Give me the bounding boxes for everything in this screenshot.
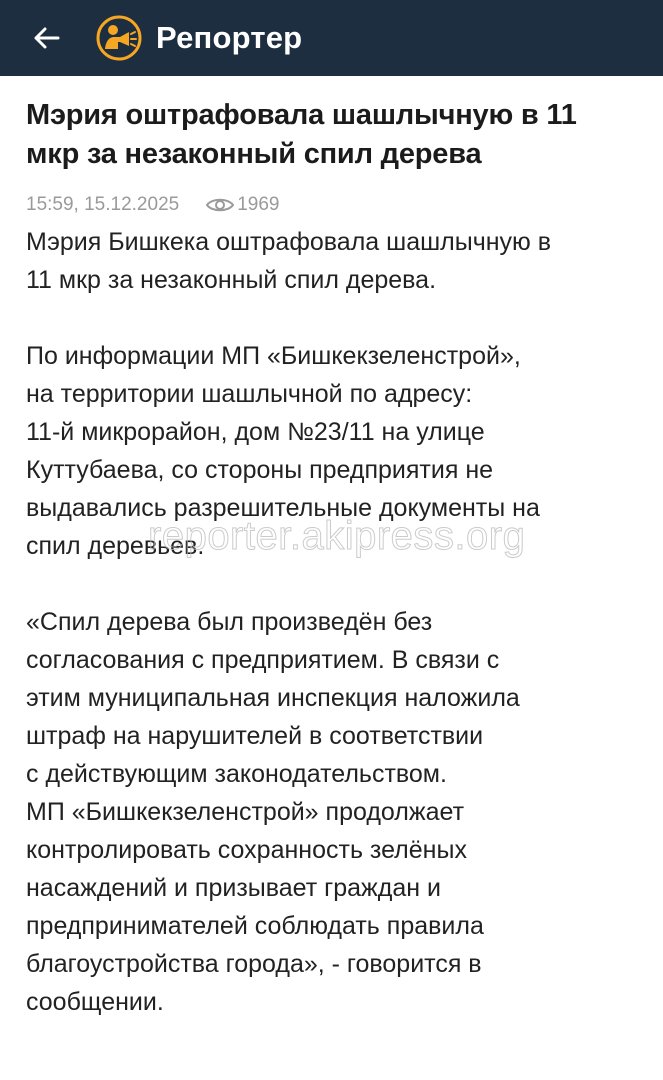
text-line: благоустройства города», - говорится в <box>26 950 482 978</box>
text-line: сообщении. <box>26 988 164 1016</box>
article <box>0 96 663 1021</box>
app-logo <box>96 15 142 61</box>
reporter-logo-icon <box>96 15 142 61</box>
text-line: Мэрия Бишкека оштрафовала шашлычную в <box>26 228 552 256</box>
article-timestamp: 15:59, 15.12.2025 <box>26 194 180 215</box>
article-body <box>26 223 639 1021</box>
text-line: По информации МП «Бишкекзеленстрой», <box>26 342 521 370</box>
app-bar <box>0 0 663 76</box>
app-title: Репортер <box>156 20 303 55</box>
text-line: на территории шашлычной по адресу: <box>26 380 473 408</box>
paragraph <box>26 603 639 1021</box>
arrow-left-icon <box>32 26 60 50</box>
paragraph <box>26 223 639 299</box>
headline-line: Мэрия оштрафовала шашлычную в 11 <box>26 99 577 131</box>
view-count <box>205 194 279 216</box>
text-line: этим муниципальная инспекция наложила <box>26 684 520 712</box>
article-headline <box>26 96 639 174</box>
text-line: «Спил дерева был произведён без <box>26 608 433 636</box>
text-line: 11 мкр за незаконный спил дерева. <box>26 266 437 294</box>
text-line: спил деревьев. <box>26 532 205 560</box>
text-line: предпринимателей соблюдать правила <box>26 912 484 940</box>
watermark: reporter.akipress.org <box>148 514 526 558</box>
view-count-value: 1969 <box>237 194 280 215</box>
text-line: МП «Бишкекзеленстрой» продолжает <box>26 798 465 826</box>
text-line: с действующим законодательством. <box>26 760 447 788</box>
text-line: 11-й микрорайон, дом №23/11 на улице <box>26 418 485 446</box>
text-line: Куттубаева, со стороны предприятия не <box>26 456 494 484</box>
headline-line: мкр за незаконный спил дерева <box>26 138 482 170</box>
back-button[interactable] <box>28 20 64 56</box>
text-line: выдавались разрешительные документы на <box>26 494 540 522</box>
text-line: штраф на нарушителей в соответствии <box>26 722 484 750</box>
text-line: насаждений и призывает граждан и <box>26 874 441 902</box>
article-meta <box>26 193 639 217</box>
text-line: согласования с предприятием. В связи с <box>26 646 500 674</box>
paragraph <box>26 337 639 565</box>
eye-icon <box>205 196 235 214</box>
text-line: контролировать сохранность зелёных <box>26 836 467 864</box>
